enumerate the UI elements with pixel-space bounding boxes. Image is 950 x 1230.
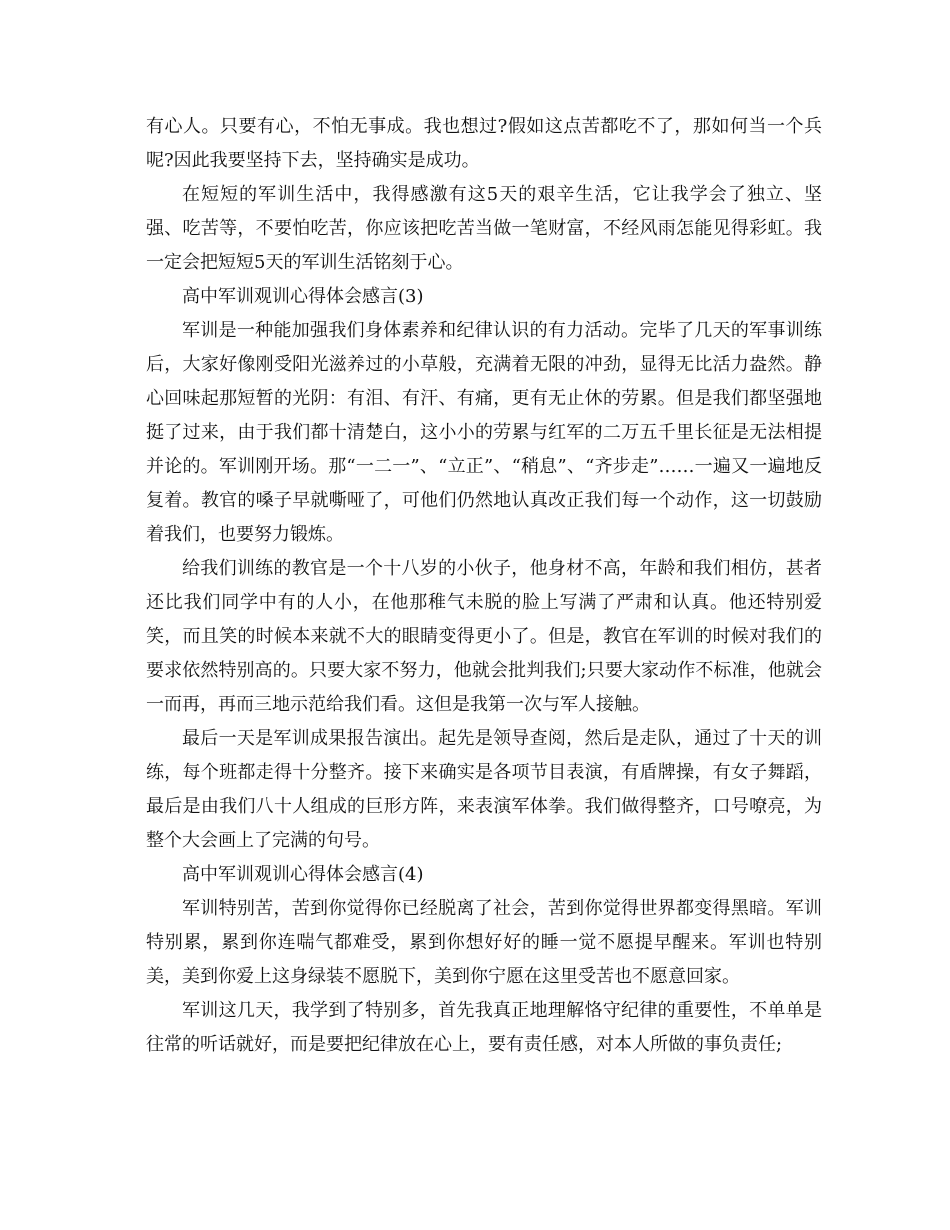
paragraph: 在短短的军训生活中，我得感激有这5天的艰辛生活，它让我学会了独立、坚强、吃苦等，不要怕吃苦，你应该把吃苦当做一笔财富，不经风雨怎能见得彩虹。我一定会把短短5天的军训生活铭刻于心。 bbox=[146, 184, 822, 273]
section-heading: 高中军训观训心得体会感言(4) bbox=[182, 864, 424, 885]
section-heading: 高中军训观训心得体会感言(3) bbox=[182, 286, 424, 307]
paragraph: 最后一天是军训成果报告演出。起先是领导查阅，然后是走队，通过了十天的训练，每个班都走得十分整齐。接下来确实是各项节目表演，有盾牌操，有女子舞蹈，最后是由我们八十人组成的巨形方阵，来表演军体拳。我们做得整齐，口号嘹亮，为整个大会画上了完满的句号。 bbox=[146, 728, 822, 851]
paragraph: 军训是一种能加强我们身体素养和纪律认识的有力活动。完毕了几天的军事训练后，大家好像刚受阳光滋养过的小草般，充满着无限的冲劲，显得无比活力盎然。静心回味起那短暂的光阴：有泪、有汗、有痛，更有无止休的劳累。但是我们都坚强地挺了过来，由于我们都十清楚白，这小小的劳累与红军的二万五千里长征是无法相提并论的。军训刚开场。那“一二一”、“立正”、“稍息”、“齐步走”……一遍又一遍地反复着。教官的嗓子早就嘶哑了，可他们仍然地认真改正我们每一个动作，这一切鼓励着我们，也要努力锻炼。 bbox=[146, 320, 822, 545]
paragraph: 军训这几天，我学到了特别多，首先我真正地理解恪守纪律的重要性，不单单是往常的听话就好，而是要把纪律放在心上，要有责任感，对本人所做的事负责任; bbox=[146, 1000, 822, 1055]
document-body bbox=[146, 110, 822, 1062]
paragraph-continuation: 有心人。只要有心，不怕无事成。我也想过?假如这点苦都吃不了，那如何当一个兵呢?因此我要坚持下去，坚持确实是成功。 bbox=[146, 116, 822, 171]
paragraph: 给我们训练的教官是一个十八岁的小伙子，他身材不高，年龄和我们相仿，甚者还比我们同学中有的人小，在他那稚气未脱的脸上写满了严肃和认真。他还特别爱笑，而且笑的时候本来就不大的眼睛变得更小了。但是，教官在军训的时候对我们的要求依然特别高的。只要大家不努力，他就会批判我们;只要大家动作不标准，他就会一而再，再而三地示范给我们看。这但是我第一次与军人接触。 bbox=[146, 558, 822, 715]
paragraph: 军训特别苦，苦到你觉得你已经脱离了社会，苦到你觉得世界都变得黑暗。军训特别累，累到你连喘气都难受，累到你想好好的睡一觉不愿提早醒来。军训也特别美，美到你爱上这身绿装不愿脱下，美到你宁愿在这里受苦也不愿意回家。 bbox=[146, 898, 822, 987]
